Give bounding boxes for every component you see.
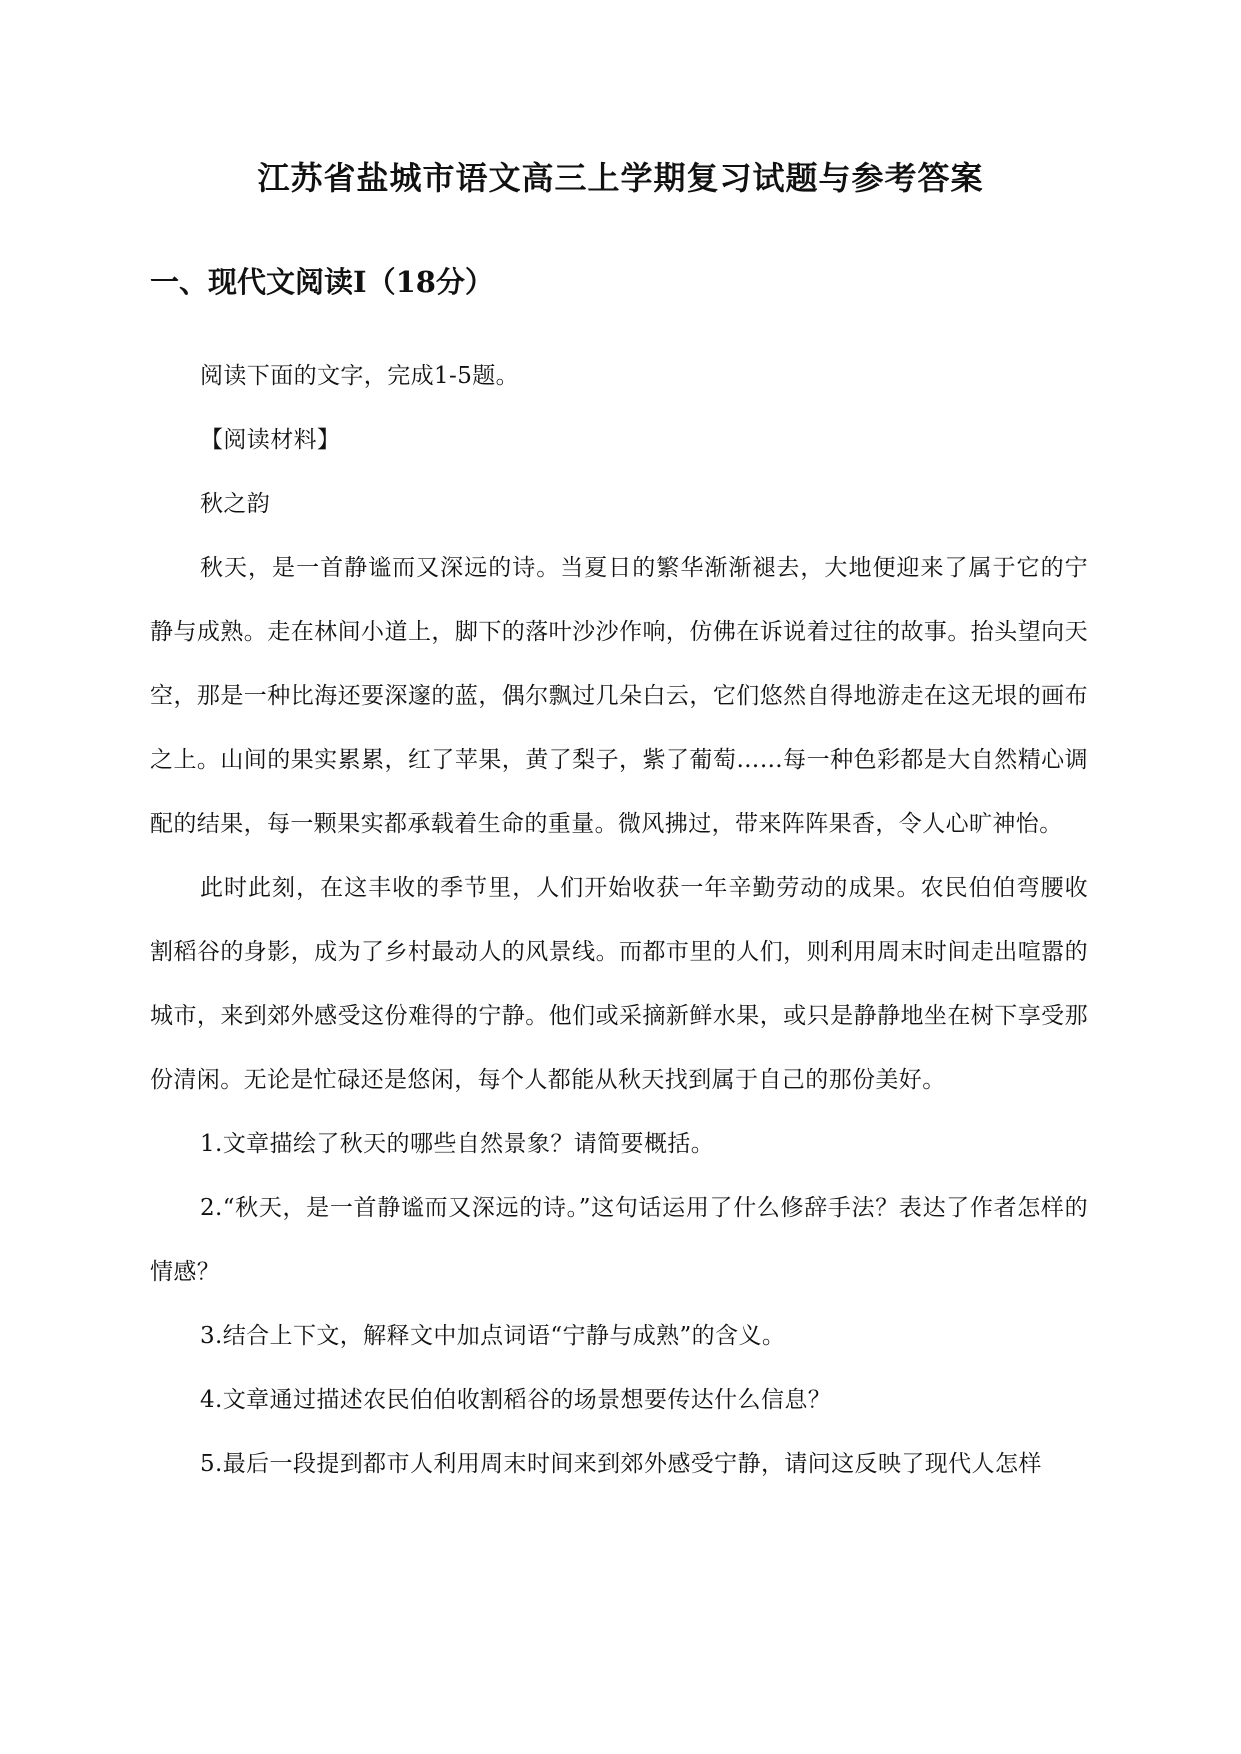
document-title: 江苏省盐城市语文高三上学期复习试题与参考答案 bbox=[257, 159, 984, 197]
question-item: 1.文章描绘了秋天的哪些自然景象？请简要概括。 bbox=[200, 1131, 715, 1157]
passage-paragraph: 此时此刻，在这丰收的季节里，人们开始收获一年辛勤劳动的成果。农民伯伯弯腰收割稻谷的身影，成为了乡村最动人的风景线。而都市里的人们，则利用周末时间走出喧嚣的城市，来到郊外感受这份难得的宁静。他们或采摘新鲜水果，或只是静静地坐在树下享受那份清闲。无论是忙碌还是悠闲，每个人都能从秋天找到属于自己的那份美好。 bbox=[150, 875, 1088, 1093]
document-body bbox=[150, 344, 1088, 1496]
question-item: 2.“秋天，是一首静谧而又深远的诗。”这句话运用了什么修辞手法？表达了作者怎样的情感？ bbox=[150, 1195, 1088, 1285]
reading-instruction: 阅读下面的文字，完成1-5题。 bbox=[200, 363, 520, 389]
question-item: 5.最后一段提到都市人利用周末时间来到郊外感受宁静，请问这反映了现代人怎样 bbox=[200, 1451, 1042, 1477]
question-item: 3.结合上下文，解释文中加点词语“宁静与成熟”的含义。 bbox=[200, 1323, 786, 1349]
question-item: 4.文章通过描述农民伯伯收割稻谷的场景想要传达什么信息？ bbox=[200, 1387, 832, 1413]
passage-paragraph: 秋天，是一首静谧而又深远的诗。当夏日的繁华渐渐褪去，大地便迎来了属于它的宁静与成熟。走在林间小道上，脚下的落叶沙沙作响，仿佛在诉说着过往的故事。抬头望向天空，那是一种比海还要深邃的蓝，偶尔飘过几朵白云，它们悠然自得地游走在这无垠的画布之上。山间的果实累累，红了苹果，黄了梨子，紫了葡萄……每一种色彩都是大自然精心调配的结果，每一颗果实都承载着生命的重量。微风拂过，带来阵阵果香，令人心旷神怡。 bbox=[150, 555, 1088, 837]
section-heading: 一、现代文阅读Ⅰ（18分） bbox=[150, 265, 494, 299]
material-label: 【阅读材料】 bbox=[200, 427, 341, 453]
passage-title: 秋之韵 bbox=[200, 491, 271, 517]
